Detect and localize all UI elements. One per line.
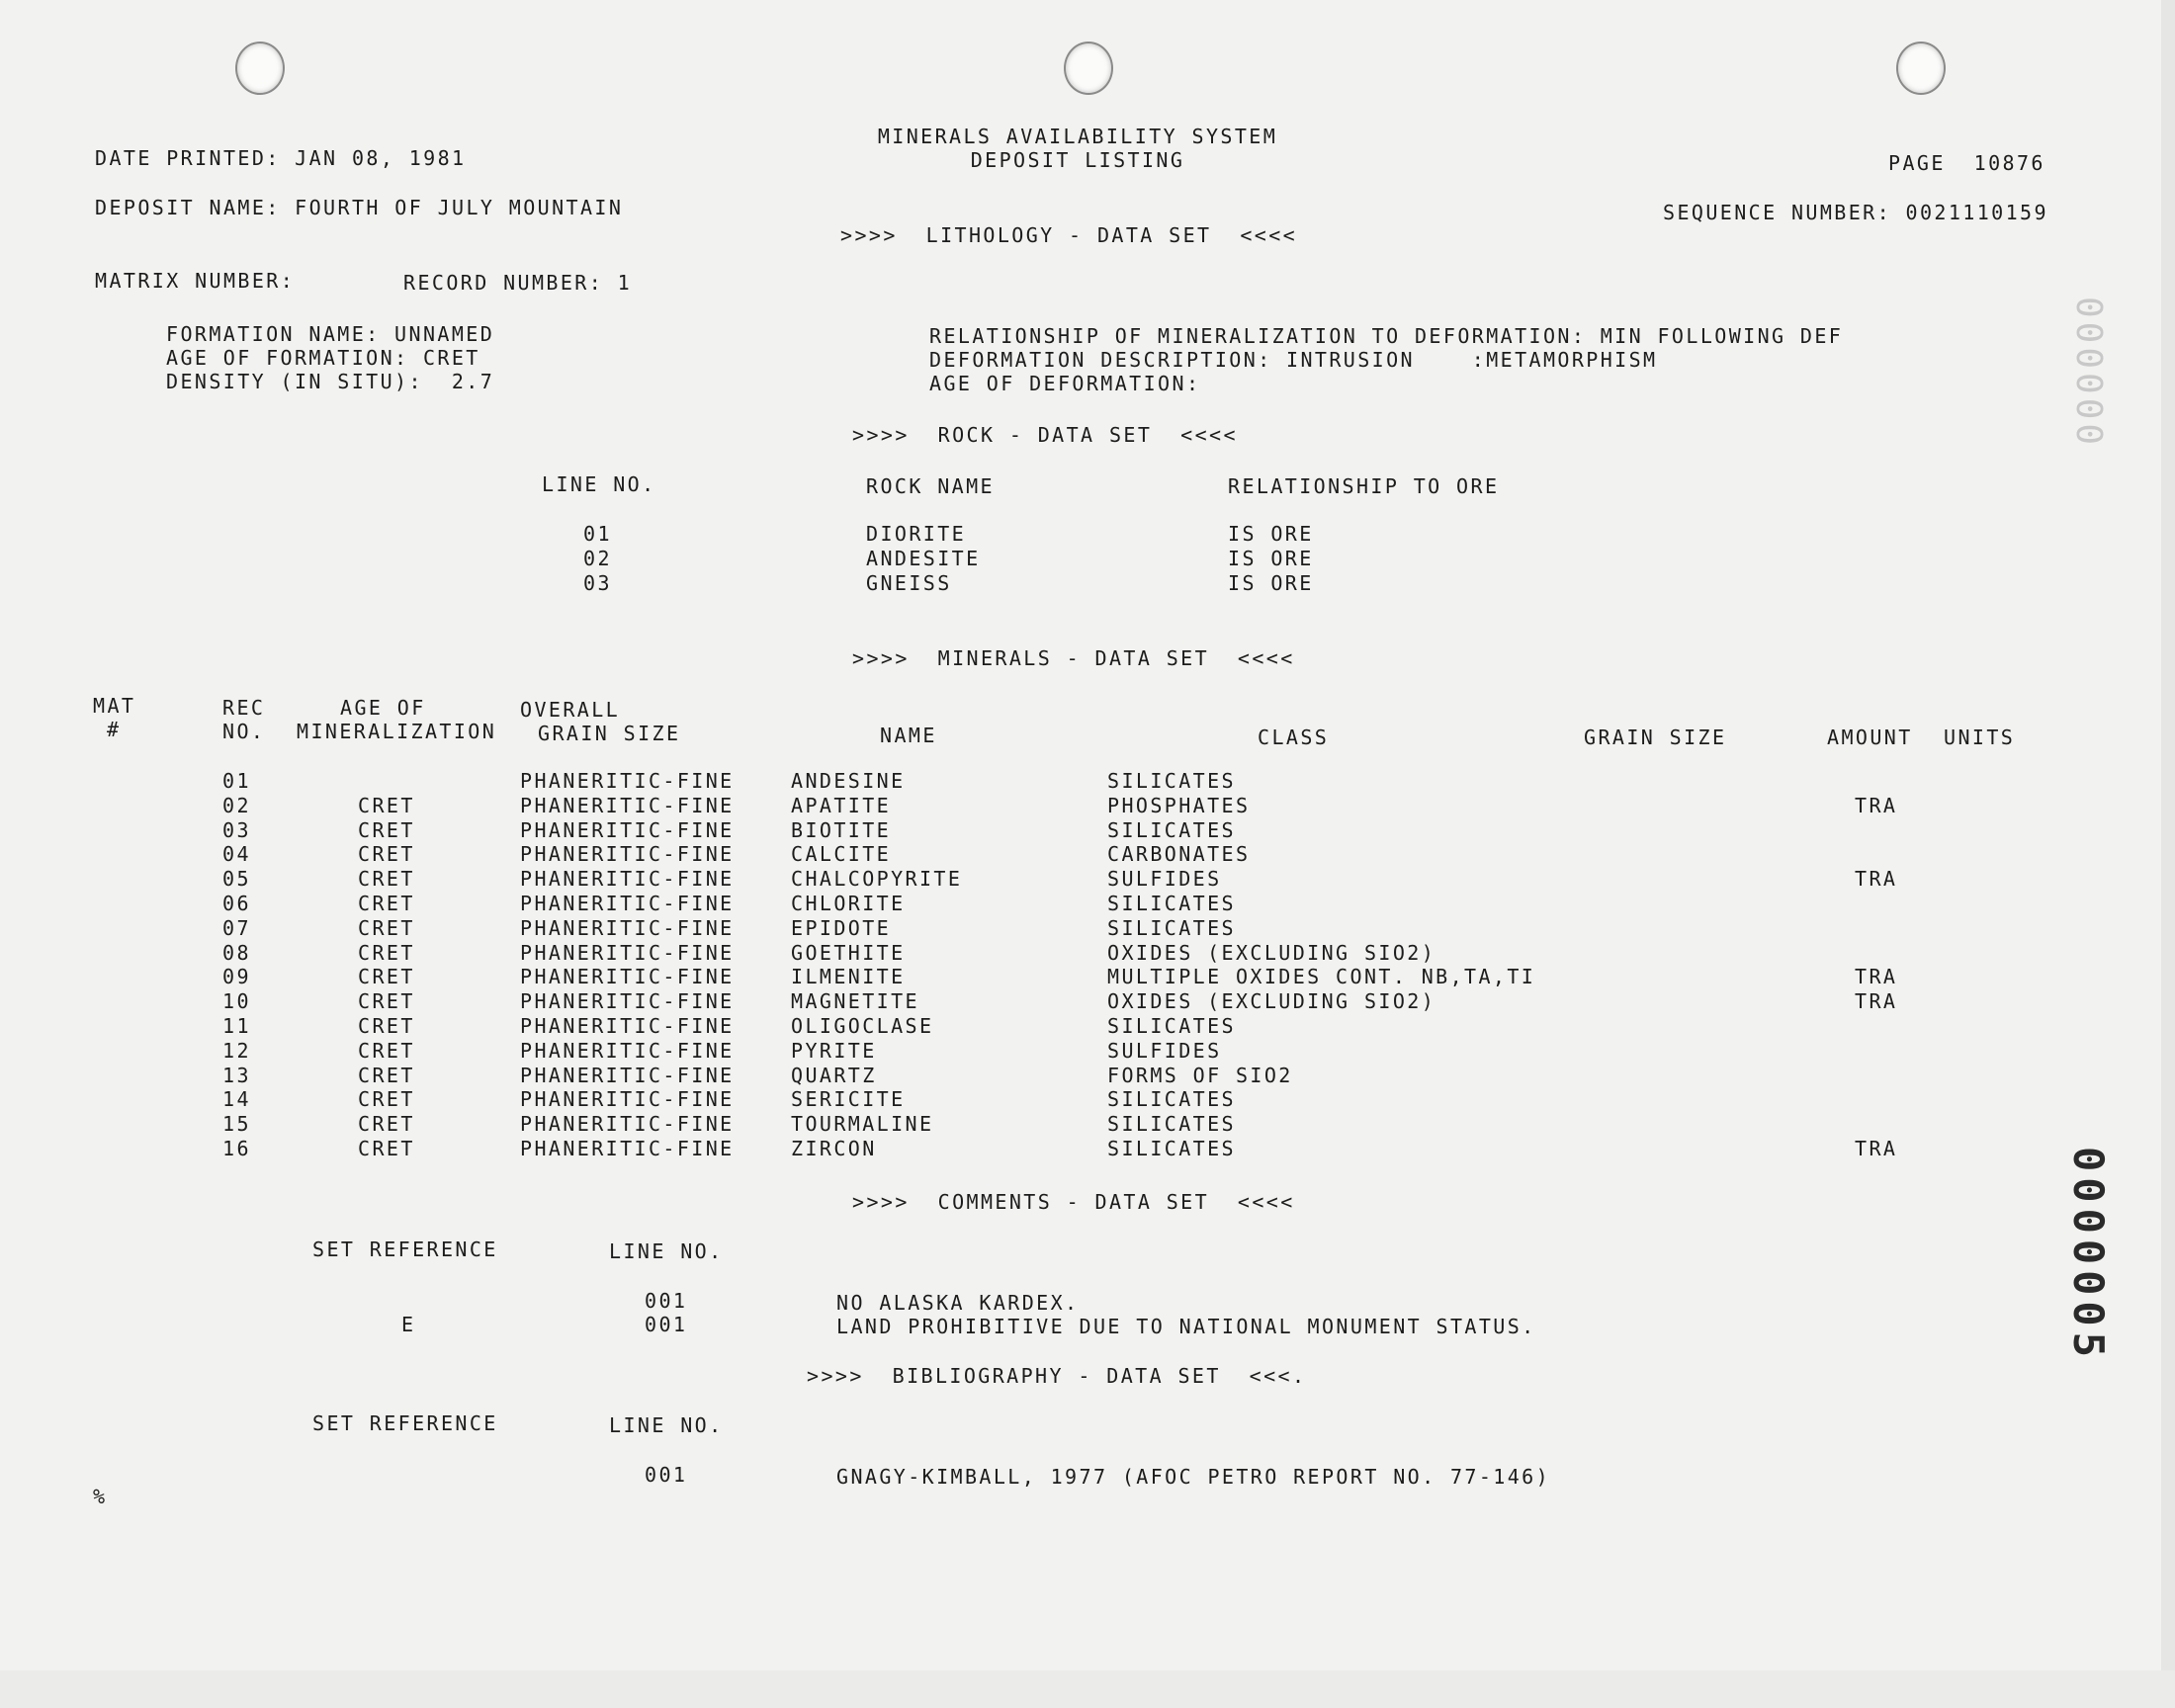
mineral-grain: PHANERITIC-FINE bbox=[520, 1112, 735, 1137]
deposit-name: DEPOSIT NAME: FOURTH OF JULY MOUNTAIN bbox=[95, 196, 624, 219]
mineral-class: SILICATES bbox=[1107, 817, 1236, 842]
mineral-amount bbox=[1855, 1087, 1897, 1112]
mineral-name: EPIDOTE bbox=[791, 915, 892, 940]
mineral-name: GOETHITE bbox=[791, 940, 906, 965]
mineral-rec: 03 bbox=[222, 817, 251, 842]
mineral-age: CRET bbox=[358, 1038, 415, 1063]
mineral-header-mat-hash: # bbox=[107, 718, 122, 741]
mineral-rec: 08 bbox=[222, 940, 251, 965]
mineral-header-amount: AMOUNT bbox=[1827, 726, 1913, 749]
mineral-name: APATITE bbox=[791, 793, 892, 817]
mineral-amount bbox=[1855, 1014, 1897, 1039]
table-row bbox=[0, 1137, 1897, 1161]
mineral-name: ILMENITE bbox=[791, 965, 906, 989]
page-edge-right bbox=[2161, 0, 2175, 1708]
mineral-amount bbox=[1855, 842, 1897, 867]
table-row bbox=[0, 1087, 1897, 1112]
mineral-rec: 12 bbox=[222, 1038, 251, 1063]
mineral-amount bbox=[1855, 769, 1897, 794]
mineral-rec: 11 bbox=[222, 1013, 251, 1038]
mineral-amount: TRA bbox=[1855, 965, 1898, 989]
mineral-class: OXIDES (EXCLUDING SIO2) bbox=[1107, 989, 1436, 1014]
punch-hole-right bbox=[1896, 42, 1946, 95]
table-row bbox=[0, 818, 1897, 843]
mineral-grain: PHANERITIC-FINE bbox=[520, 940, 735, 965]
rock-name: ANDESITE bbox=[866, 546, 981, 570]
comments-section-title: >>>> COMMENTS - DATA SET <<<< bbox=[852, 1190, 1295, 1214]
mineral-age: CRET bbox=[358, 1136, 415, 1160]
rock-relationship: IS ORE bbox=[1228, 546, 1314, 570]
minerals-table bbox=[0, 769, 1897, 1161]
date-printed: DATE PRINTED: JAN 08, 1981 bbox=[95, 146, 467, 170]
mineral-class: SULFIDES bbox=[1107, 867, 1222, 892]
mineral-class: PHOSPHATES bbox=[1107, 793, 1251, 817]
table-row bbox=[0, 989, 1897, 1014]
mineral-rec: 07 bbox=[222, 915, 251, 940]
mineral-class: SILICATES bbox=[1107, 1087, 1236, 1112]
table-row bbox=[0, 965, 1897, 989]
rock-relationship: IS ORE bbox=[1228, 522, 1314, 546]
minerals-section-title: >>>> MINERALS - DATA SET <<<< bbox=[852, 646, 1295, 670]
sequence-number: SEQUENCE NUMBER: 0021110159 bbox=[1663, 201, 2048, 224]
mineral-amount bbox=[1855, 1112, 1897, 1137]
mineral-name: PYRITE bbox=[791, 1038, 877, 1063]
rock-header-line-no: LINE NO. bbox=[542, 472, 656, 496]
margin-stamp: 0000005 bbox=[2064, 1147, 2113, 1364]
age-of-formation: AGE OF FORMATION: CRET bbox=[166, 346, 480, 370]
mineral-amount: TRA bbox=[1855, 989, 1898, 1014]
bibliography-header-set-reference: SET REFERENCE bbox=[312, 1411, 498, 1435]
mineral-rec: 13 bbox=[222, 1063, 251, 1087]
mineral-name: ANDESINE bbox=[791, 769, 906, 793]
mineral-age: CRET bbox=[358, 1112, 415, 1137]
mineral-amount bbox=[1855, 941, 1897, 966]
mineral-age: CRET bbox=[358, 989, 415, 1014]
mineral-age: CRET bbox=[358, 817, 415, 842]
table-row bbox=[0, 892, 1897, 916]
rock-name: DIORITE bbox=[866, 522, 967, 546]
mineral-name: CHALCOPYRITE bbox=[791, 867, 963, 892]
formation-name: FORMATION NAME: UNNAMED bbox=[166, 322, 495, 346]
mineral-header-class: CLASS bbox=[1258, 726, 1330, 749]
mineral-class: SILICATES bbox=[1107, 1136, 1236, 1160]
mineral-grain: PHANERITIC-FINE bbox=[520, 1087, 735, 1112]
density: DENSITY (IN SITU): 2.7 bbox=[166, 370, 495, 393]
mineral-age: CRET bbox=[358, 1063, 415, 1087]
mineral-name: QUARTZ bbox=[791, 1063, 877, 1087]
table-row bbox=[0, 1014, 1897, 1039]
table-row bbox=[0, 842, 1897, 867]
mineral-amount bbox=[1855, 1039, 1897, 1064]
page-edge-bottom bbox=[0, 1670, 2175, 1708]
mineral-amount: TRA bbox=[1855, 793, 1898, 817]
mineral-age: CRET bbox=[358, 1087, 415, 1112]
mineral-grain: PHANERITIC-FINE bbox=[520, 1063, 735, 1087]
mineral-rec: 14 bbox=[222, 1087, 251, 1112]
punch-hole-left bbox=[235, 42, 285, 95]
mineral-age: CRET bbox=[358, 915, 415, 940]
mineral-rec: 05 bbox=[222, 867, 251, 892]
mineral-rec: 10 bbox=[222, 989, 251, 1014]
rock-header-relationship: RELATIONSHIP TO ORE bbox=[1228, 474, 1500, 498]
table-row bbox=[0, 867, 1897, 892]
rock-line: 03 bbox=[583, 570, 612, 595]
table-row bbox=[0, 1112, 1897, 1137]
mineral-grain: PHANERITIC-FINE bbox=[520, 1013, 735, 1038]
system-title: MINERALS AVAILABILITY SYSTEM bbox=[877, 125, 1278, 148]
bibliography-section-title: >>>> BIBLIOGRAPHY - DATA SET <<<. bbox=[807, 1364, 1307, 1388]
mineral-rec: 16 bbox=[222, 1136, 251, 1160]
mineral-rec: 06 bbox=[222, 891, 251, 915]
mineral-age: CRET bbox=[358, 867, 415, 892]
mineral-header-grain-size: GRAIN SIZE bbox=[538, 722, 681, 745]
relationship-to-deformation: RELATIONSHIP OF MINERALIZATION TO DEFORMATION: MIN FOLLOWING DEF bbox=[929, 324, 1844, 348]
mineral-amount: TRA bbox=[1855, 867, 1898, 892]
mineral-name: CHLORITE bbox=[791, 891, 906, 915]
bibliography-line: 001 bbox=[645, 1463, 688, 1487]
mineral-age: CRET bbox=[358, 1013, 415, 1038]
table-row bbox=[0, 547, 1314, 571]
mineral-name: CALCITE bbox=[791, 842, 892, 867]
mineral-amount bbox=[1855, 892, 1897, 916]
mineral-age bbox=[358, 769, 520, 794]
mineral-age: CRET bbox=[358, 793, 415, 817]
comment-line: 001 bbox=[645, 1289, 688, 1313]
mineral-grain: PHANERITIC-FINE bbox=[520, 1136, 735, 1160]
table-row bbox=[0, 916, 1897, 941]
mineral-name: TOURMALINE bbox=[791, 1112, 934, 1137]
lithology-section-title: >>>> LITHOLOGY - DATA SET <<<< bbox=[840, 223, 1298, 247]
punch-hole-center bbox=[1064, 42, 1113, 95]
mineral-header-grain-size-2: GRAIN SIZE bbox=[1584, 726, 1727, 749]
mineral-grain: PHANERITIC-FINE bbox=[520, 817, 735, 842]
footer-mark: % bbox=[93, 1485, 108, 1508]
table-row bbox=[0, 522, 1314, 547]
mineral-rec: 02 bbox=[222, 793, 251, 817]
rock-line: 02 bbox=[583, 546, 612, 570]
mineral-grain: PHANERITIC-FINE bbox=[520, 793, 735, 817]
mineral-amount bbox=[1855, 916, 1897, 941]
rock-line: 01 bbox=[583, 522, 612, 546]
mineral-rec: 01 bbox=[222, 769, 251, 793]
comment-text: NO ALASKA KARDEX. bbox=[836, 1291, 1080, 1315]
mineral-name: SERICITE bbox=[791, 1087, 906, 1112]
mineral-header-mineralization: MINERALIZATION bbox=[297, 720, 497, 743]
mineral-header-age: AGE OF bbox=[340, 696, 426, 720]
mineral-name: OLIGOCLASE bbox=[791, 1013, 934, 1038]
mineral-rec: 04 bbox=[222, 842, 251, 867]
mineral-header-units: UNITS bbox=[1944, 726, 2016, 749]
mineral-grain: PHANERITIC-FINE bbox=[520, 769, 735, 793]
mineral-grain: PHANERITIC-FINE bbox=[520, 989, 735, 1014]
mineral-grain: PHANERITIC-FINE bbox=[520, 965, 735, 989]
comments-header-line-no: LINE NO. bbox=[609, 1239, 724, 1263]
comment-ref: E bbox=[401, 1313, 416, 1336]
mineral-header-overall: OVERALL bbox=[520, 698, 621, 722]
page-number: PAGE 10876 bbox=[1888, 151, 2045, 175]
mineral-header-mat: MAT bbox=[93, 694, 136, 718]
bibliography-text: GNAGY-KIMBALL, 1977 (AFOC PETRO REPORT NO. 77-146) bbox=[836, 1465, 1551, 1489]
mineral-amount: TRA bbox=[1855, 1136, 1898, 1160]
table-row bbox=[0, 769, 1897, 794]
table-row bbox=[0, 571, 1314, 596]
mineral-header-rec: REC bbox=[222, 696, 266, 720]
deformation-description: DEFORMATION DESCRIPTION: INTRUSION :METAMORPHISM bbox=[929, 348, 1658, 372]
margin-stamp-faint: 000000 bbox=[2068, 297, 2109, 450]
mineral-header-rec-no: NO. bbox=[222, 720, 266, 743]
mineral-class: CARBONATES bbox=[1107, 842, 1251, 867]
rock-table bbox=[0, 522, 1314, 595]
bibliography-header-line-no: LINE NO. bbox=[609, 1413, 724, 1437]
mineral-age: CRET bbox=[358, 965, 415, 989]
mineral-class: FORMS OF SIO2 bbox=[1107, 1063, 1293, 1087]
mineral-name: MAGNETITE bbox=[791, 989, 919, 1014]
mineral-grain: PHANERITIC-FINE bbox=[520, 891, 735, 915]
table-row bbox=[0, 1064, 1897, 1088]
mineral-grain: PHANERITIC-FINE bbox=[520, 915, 735, 940]
mineral-age: CRET bbox=[358, 842, 415, 867]
mineral-name: BIOTITE bbox=[791, 817, 892, 842]
record-number: RECORD NUMBER: 1 bbox=[403, 271, 633, 295]
mineral-grain: PHANERITIC-FINE bbox=[520, 842, 735, 867]
mineral-amount bbox=[1855, 818, 1897, 843]
table-row bbox=[0, 941, 1897, 966]
mineral-class: SULFIDES bbox=[1107, 1038, 1222, 1063]
mineral-class: SILICATES bbox=[1107, 769, 1236, 793]
mineral-class: SILICATES bbox=[1107, 1013, 1236, 1038]
mineral-rec: 15 bbox=[222, 1112, 251, 1137]
mineral-grain: PHANERITIC-FINE bbox=[520, 1038, 735, 1063]
mineral-grain: PHANERITIC-FINE bbox=[520, 867, 735, 892]
mineral-class: MULTIPLE OXIDES CONT. NB,TA,TI bbox=[1107, 965, 1536, 989]
listing-title: DEPOSIT LISTING bbox=[970, 148, 1185, 172]
mineral-header-name: NAME bbox=[880, 724, 937, 747]
mineral-class: SILICATES bbox=[1107, 891, 1236, 915]
mineral-class: OXIDES (EXCLUDING SIO2) bbox=[1107, 940, 1436, 965]
mineral-amount bbox=[1855, 1064, 1897, 1088]
mineral-class: SILICATES bbox=[1107, 1112, 1236, 1137]
comment-line: 001 bbox=[645, 1313, 688, 1336]
mineral-age: CRET bbox=[358, 891, 415, 915]
rock-name: GNEISS bbox=[866, 570, 952, 595]
mineral-age: CRET bbox=[358, 940, 415, 965]
rock-section-title: >>>> ROCK - DATA SET <<<< bbox=[852, 423, 1238, 447]
comments-header-set-reference: SET REFERENCE bbox=[312, 1238, 498, 1261]
table-row bbox=[0, 794, 1897, 818]
age-of-deformation: AGE OF DEFORMATION: bbox=[929, 372, 1201, 395]
matrix-number: MATRIX NUMBER: bbox=[95, 269, 296, 293]
rock-header-rock-name: ROCK NAME bbox=[866, 474, 995, 498]
table-row bbox=[0, 1039, 1897, 1064]
mineral-rec: 09 bbox=[222, 965, 251, 989]
comment-text: LAND PROHIBITIVE DUE TO NATIONAL MONUMENT STATUS. bbox=[836, 1315, 1536, 1338]
rock-relationship: IS ORE bbox=[1228, 570, 1314, 595]
mineral-class: SILICATES bbox=[1107, 915, 1236, 940]
mineral-name: ZIRCON bbox=[791, 1136, 877, 1160]
